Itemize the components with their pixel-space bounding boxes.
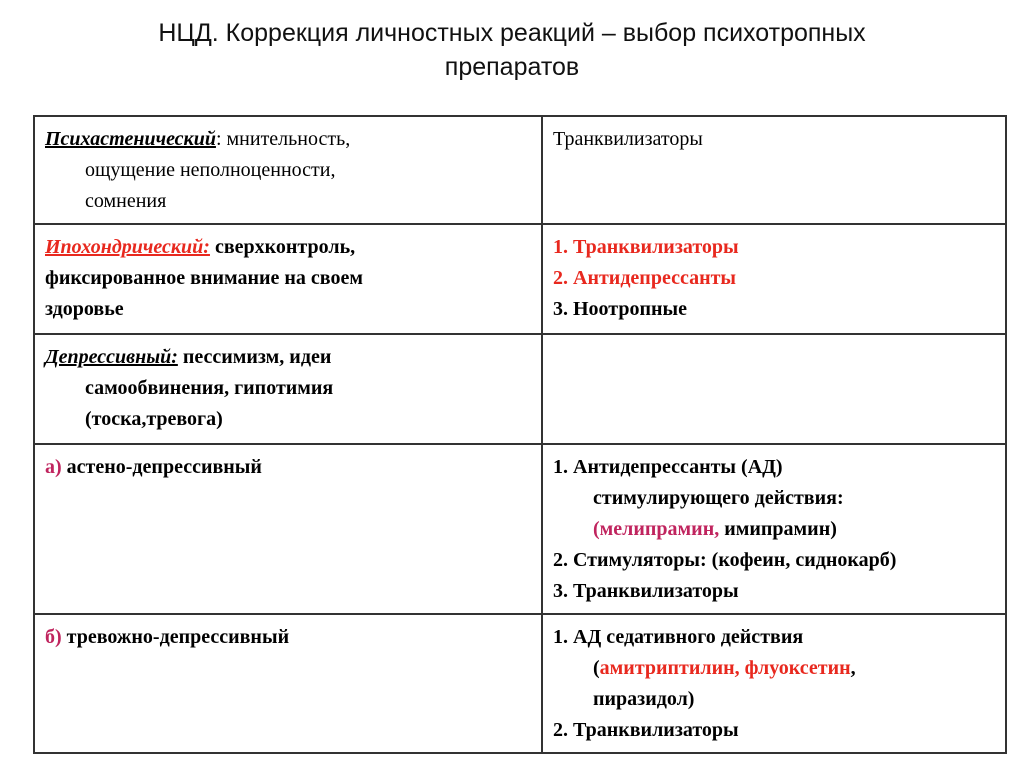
drug-names: имипрамин)	[719, 518, 837, 540]
reaction-text: самообвинения, гипотимия	[85, 377, 334, 399]
table-row	[34, 444, 1006, 614]
drug-line: 3. Ноотропные	[553, 298, 688, 320]
reaction-label: Депрессивный:	[45, 346, 178, 368]
table-row	[34, 224, 1006, 334]
title-line-1: НЦД. Коррекция личностных реакций – выбор психотропных	[158, 19, 866, 47]
reaction-text: астено-депрессивный	[61, 456, 262, 478]
reaction-text: мнительность,	[221, 128, 351, 150]
drug-line: 1. Антидепрессанты (АД)	[553, 456, 783, 478]
drug-line: 2. Антидепрессанты	[553, 267, 737, 289]
drug-line: 3. Транквилизаторы	[553, 580, 739, 602]
reaction-text: тревожно-депрессивный	[61, 626, 290, 648]
reaction-text: (тоска,тревога)	[85, 408, 223, 430]
reaction-cell	[34, 116, 542, 224]
drug-line: стимулирующего действия:	[593, 487, 844, 509]
drug-cell	[542, 224, 1006, 334]
reaction-cell	[34, 444, 542, 614]
drug-line: 1. АД седативного действия	[553, 626, 804, 648]
drug-selection-table	[33, 115, 1007, 754]
reaction-text: сомнения	[85, 190, 167, 212]
drug-names-highlight: (мелипрамин,	[593, 518, 720, 540]
drug-line: 2. Стимуляторы: (кофеин, сиднокарб)	[553, 549, 897, 571]
comma: ,	[850, 657, 856, 679]
paren-open: (	[593, 657, 600, 679]
drug-line: 1. Транквилизаторы	[553, 236, 739, 258]
drug-cell-empty	[542, 334, 1006, 444]
drug-line: пиразидол)	[593, 688, 695, 710]
reaction-text: здоровье	[45, 298, 124, 320]
drug-names-highlight: амитриптилин, флуоксетин	[599, 657, 851, 679]
reaction-cell	[34, 614, 542, 753]
reaction-text: фиксированное внимание на своем	[45, 267, 363, 289]
drug-cell	[542, 614, 1006, 753]
drug-cell	[542, 116, 1006, 224]
reaction-label: Психастенический	[45, 128, 216, 150]
drug-cell	[542, 444, 1006, 614]
subtype-prefix: а)	[45, 456, 62, 478]
table-row	[34, 334, 1006, 444]
drug-line: Транквилизаторы	[553, 128, 703, 150]
page-title	[0, 16, 1024, 84]
table-row	[34, 116, 1006, 224]
reaction-text: ощущение неполноценности,	[85, 159, 336, 181]
label-colon: :	[215, 128, 222, 150]
reaction-text: сверхконтроль,	[209, 236, 356, 258]
title-line-2: препаратов	[444, 53, 580, 81]
subtype-prefix: б)	[45, 626, 62, 648]
reaction-label: Ипохондрический:	[45, 236, 210, 258]
drug-line: 2. Транквилизаторы	[553, 719, 739, 741]
reaction-text: пессимизм, идеи	[177, 346, 332, 368]
reaction-cell	[34, 224, 542, 334]
table-row	[34, 614, 1006, 753]
reaction-cell	[34, 334, 542, 444]
